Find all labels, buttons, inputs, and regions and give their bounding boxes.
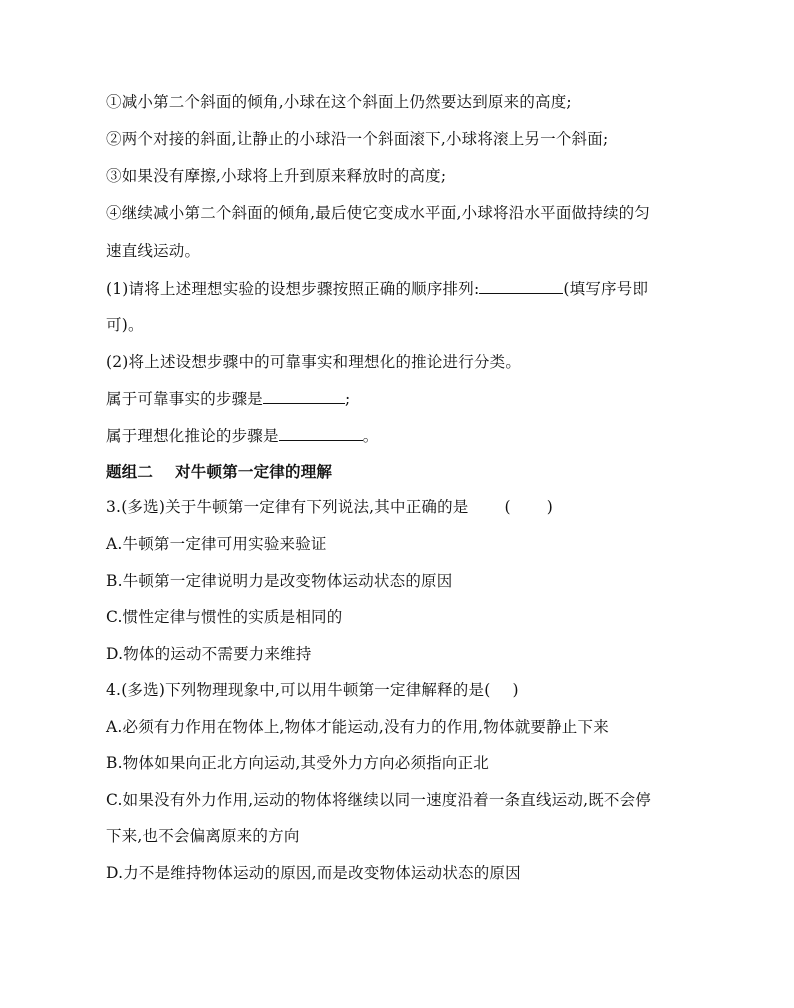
question-3-text: 3.(多选)关于牛顿第一定律有下列说法,其中正确的是 [106,498,469,516]
step-4-line-2: 速直线运动。 [106,242,201,260]
question-1-line-2: 可)。 [106,316,144,334]
question-4-option-c-line-2: 下来,也不会偏离原来的方向 [106,827,300,845]
step-4-line-1: ④继续减小第二个斜面的倾角,最后使它变成水平面,小球将沿水平面做持续的匀 [106,204,651,222]
answer-blank-order[interactable] [479,277,563,294]
question-4-option-d: D.力不是维持物体运动的原因,而是改变物体运动状态的原因 [106,864,521,882]
question-4-stem [106,679,519,701]
question-1-line-1 [106,277,648,300]
step-3: ③如果没有摩擦,小球将上升到原来释放时的高度; [106,167,447,185]
group-2-heading [106,461,332,483]
question-1-prefix: (1)请将上述理想实验的设想步骤按照正确的顺序排列: [106,280,480,298]
question-4-text: 4.(多选)下列物理现象中,可以用牛顿第一定律解释的是 [106,681,485,699]
fact-suffix: ; [345,390,351,408]
step-1: ①减小第二个斜面的倾角,小球在这个斜面上仍然要达到原来的高度; [106,93,572,111]
inference-prefix: 属于理想化推论的步骤是 [106,427,279,445]
group-2-title: 对牛顿第一定律的理解 [175,463,333,481]
group-2-label: 题组二 [106,463,154,481]
question-1-suffix: (填写序号即 [563,280,649,298]
question-2: (2)将上述设想步骤中的可靠事实和理想化的推论进行分类。 [106,353,522,371]
answer-paren-close: ) [512,681,519,699]
question-2-fact-line [106,387,350,410]
question-3-option-d: D.物体的运动不需要力来维持 [106,645,312,663]
answer-blank-fact[interactable] [263,387,345,404]
fact-prefix: 属于可靠事实的步骤是 [106,390,264,408]
question-3-option-c: C.惯性定律与惯性的实质是相同的 [106,608,343,626]
question-4-option-a: A.必须有力作用在物体上,物体才能运动,没有力的作用,物体就要静止下来 [106,718,609,736]
question-3-option-a: A.牛顿第一定律可用实验来验证 [106,535,327,553]
question-2-inference-line [106,424,378,447]
answer-paren-open: ( [484,681,491,699]
answer-blank-inference[interactable] [279,424,363,441]
step-2: ②两个对接的斜面,让静止的小球沿一个斜面滚下,小球将滚上另一个斜面; [106,130,609,148]
answer-paren-open: ( [504,498,511,516]
question-4-option-b: B.物体如果向正北方向运动,其受外力方向必须指向正北 [106,754,489,772]
inference-suffix: 。 [362,427,379,445]
question-3-option-b: B.牛顿第一定律说明力是改变物体运动状态的原因 [106,572,453,590]
question-4-option-c-line-1: C.如果没有外力作用,运动的物体将继续以同一速度沿着一条直线运动,既不会停 [106,791,651,809]
answer-paren-close: ) [546,498,554,516]
question-3-stem [106,496,553,518]
